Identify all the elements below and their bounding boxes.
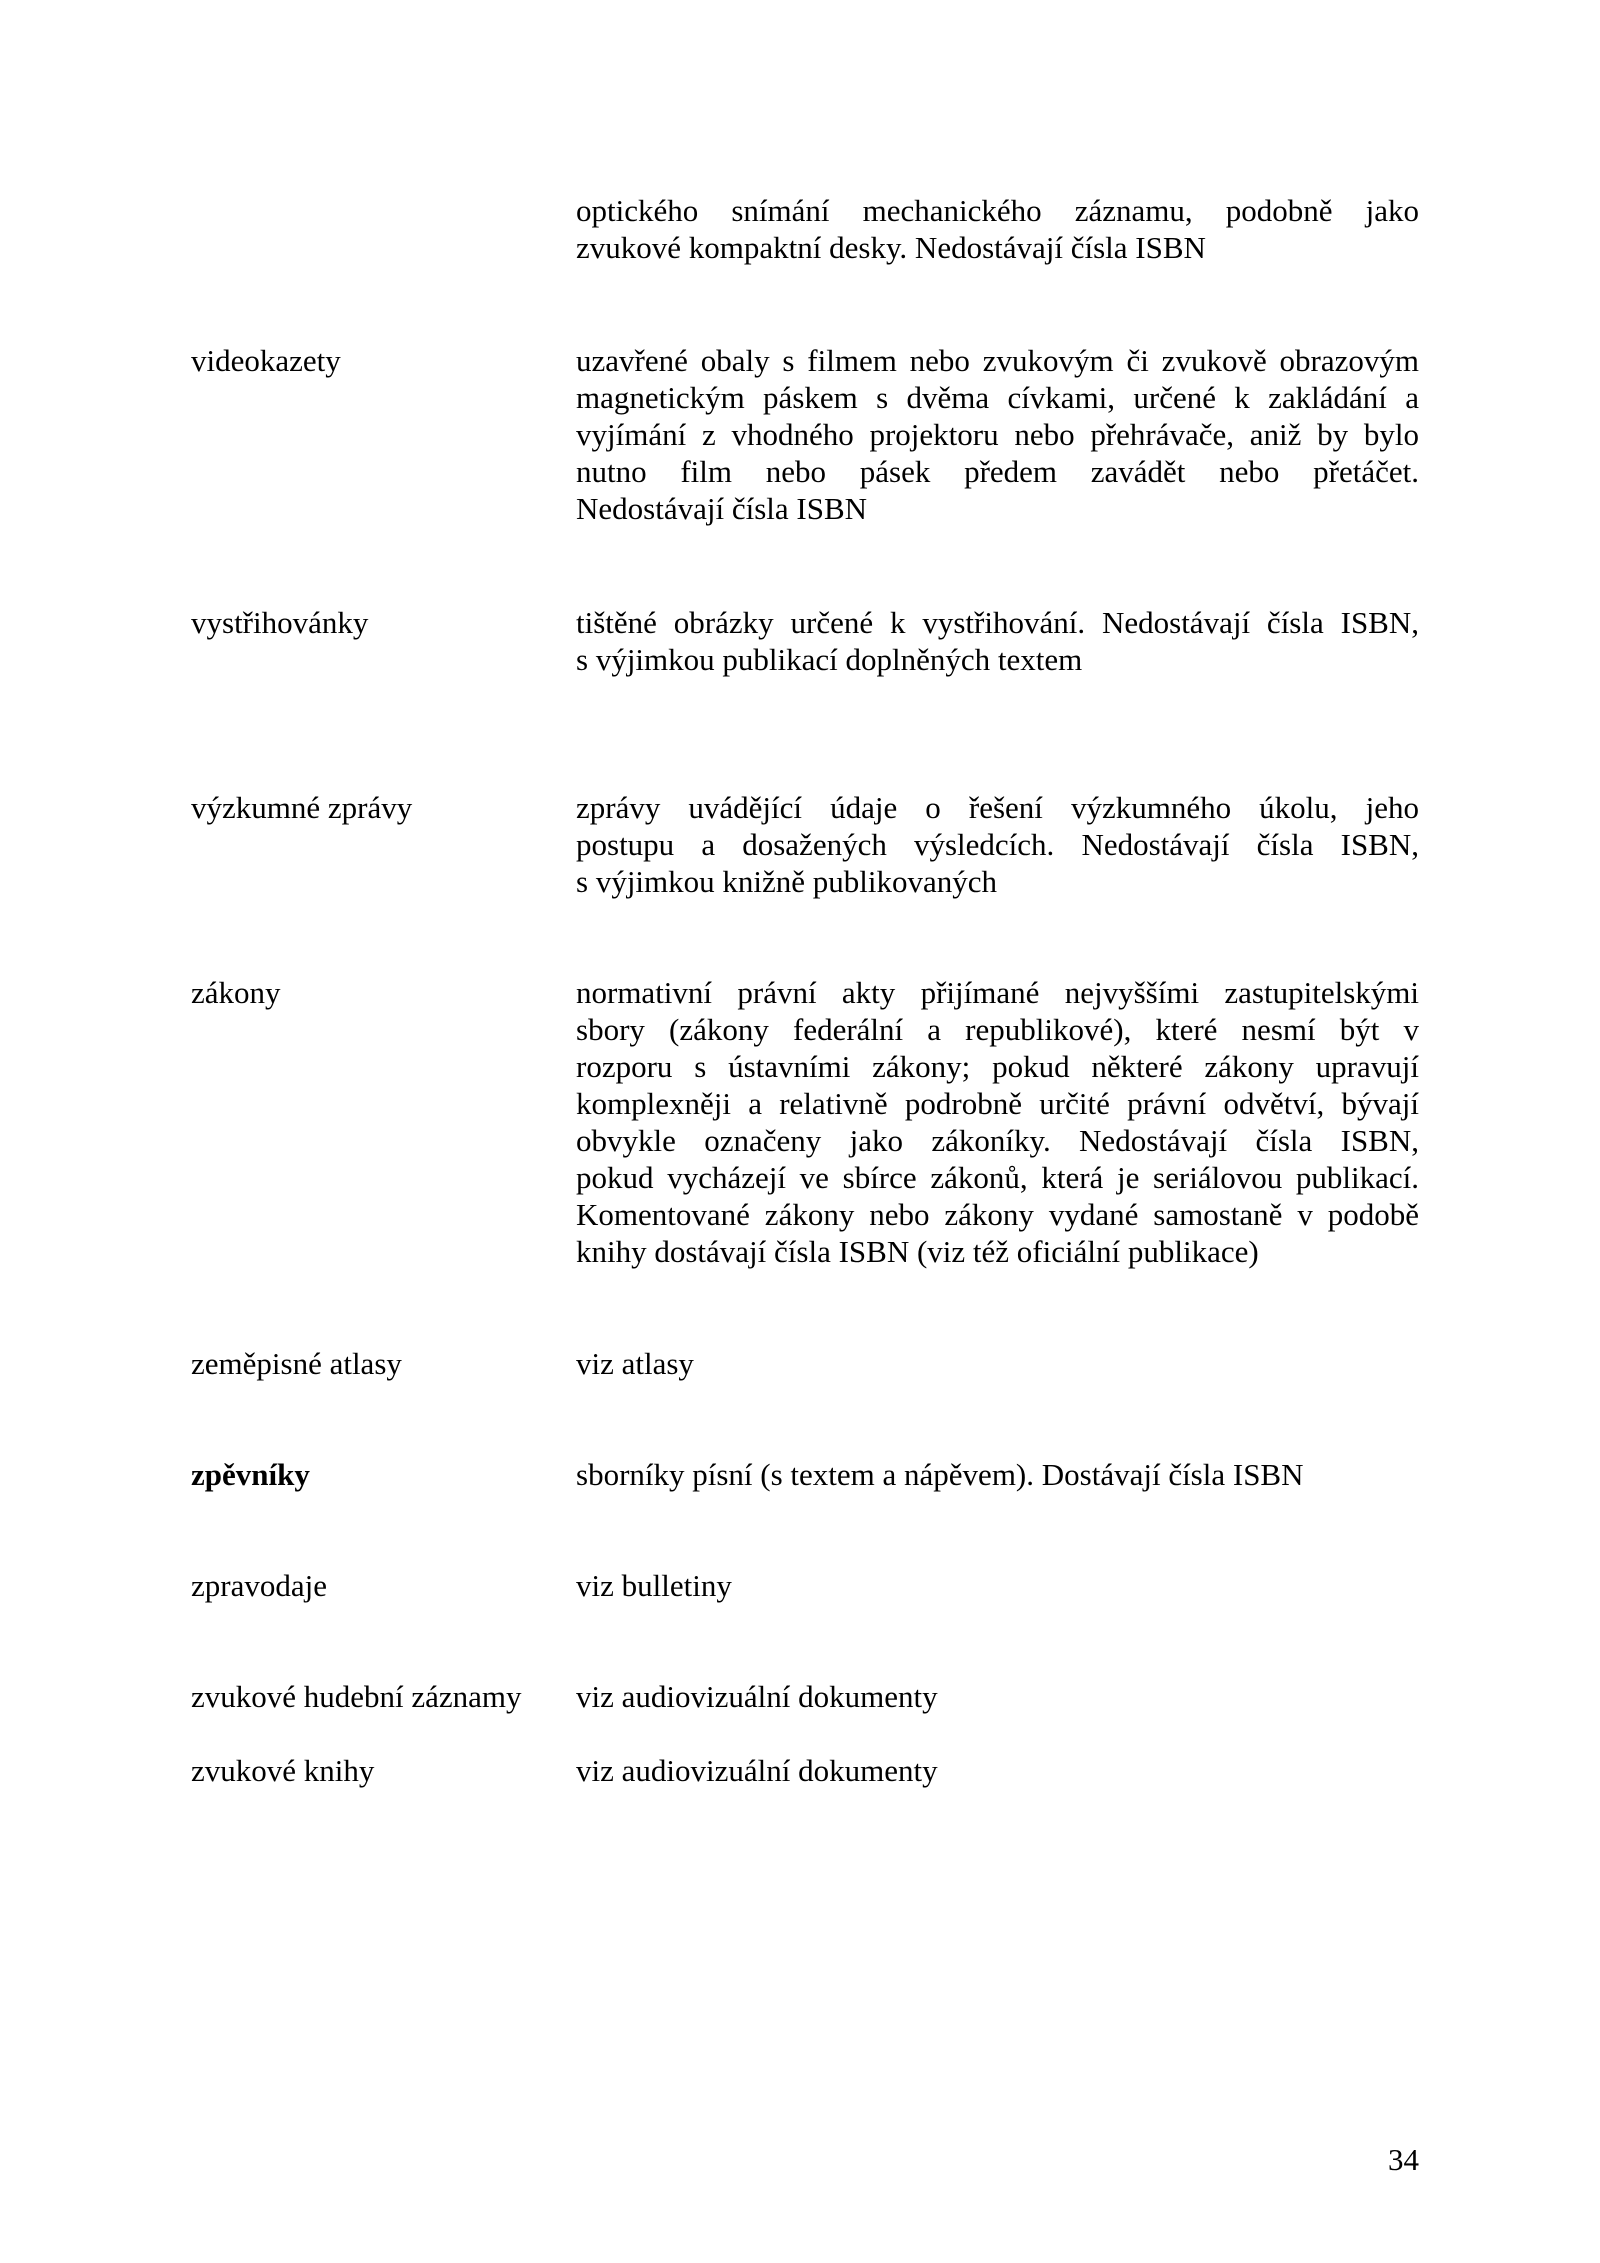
entry-definition	[576, 1345, 1419, 1382]
definition-line: rozporu s ústavními zákony; pokud některé zákony upravují	[576, 1049, 1419, 1084]
entry-definition	[576, 342, 1419, 527]
definition-line: viz audiovizuální dokumenty	[576, 1753, 938, 1788]
definition-line: pokud vycházejí ve sbírce zákonů, která je seriálovou publikací.	[576, 1160, 1419, 1195]
definition-line: postupu a dosažených výsledcích. Nedostávají čísla ISBN,	[576, 827, 1419, 862]
definition-line: Nedostávají čísla ISBN	[576, 491, 868, 526]
definition-line: sborníky písní (s textem a nápěvem). Dostávají čísla ISBN	[576, 1457, 1304, 1492]
definition-line: sbory (zákony federální a republikové), které nesmí být v	[576, 1012, 1419, 1047]
definition-line: viz bulletiny	[576, 1568, 732, 1603]
entry-definition	[576, 789, 1419, 900]
entry-definition	[576, 1752, 1419, 1789]
definition-line: s výjimkou publikací doplněných textem	[576, 642, 1083, 677]
entry-definition	[576, 974, 1419, 1270]
definition-line: nutno film nebo pásek předem zavádět nebo přetáčet.	[576, 454, 1419, 489]
definition-line: vyjímání z vhodného projektoru nebo přehrávače, aniž by bylo	[576, 417, 1419, 452]
entry-term: zpěvníky	[191, 1457, 310, 1492]
entry-term: výzkumné zprávy	[191, 790, 413, 825]
entry-term: videokazety	[191, 343, 341, 378]
definition-line: normativní právní akty přijímané nejvyššími zastupitelskými	[576, 975, 1419, 1010]
definition-line: knihy dostávají čísla ISBN (viz též oficiální publikace)	[576, 1234, 1259, 1269]
definition-line: zprávy uvádějící údaje o řešení výzkumného úkolu, jeho	[576, 790, 1419, 825]
entry-term: zeměpisné atlasy	[191, 1346, 402, 1381]
definition-line: viz audiovizuální dokumenty	[576, 1679, 938, 1714]
entry-definition	[576, 604, 1419, 678]
definition-line: uzavřené obaly s filmem nebo zvukovým či zvukově obrazovým	[576, 343, 1419, 378]
entry-definition	[576, 1456, 1419, 1493]
entry-term: vystřihovánky	[191, 605, 369, 640]
entry-definition	[576, 1678, 1419, 1715]
definition-line: obvykle označeny jako zákoníky. Nedostávají čísla ISBN,	[576, 1123, 1419, 1158]
entry-definition	[576, 1567, 1419, 1604]
definition-line: s výjimkou knižně publikovaných	[576, 864, 998, 899]
page-number: 34	[1388, 2142, 1419, 2177]
entry-term: zpravodaje	[191, 1568, 327, 1603]
definition-line: Komentované zákony nebo zákony vydané samostaně v podobě	[576, 1197, 1419, 1232]
definition-line: komplexněji a relativně podrobně určité právní odvětví, bývají	[576, 1086, 1419, 1121]
entry-term: zvukové knihy	[191, 1753, 375, 1788]
definition-line: tištěné obrázky určené k vystřihování. Nedostávají čísla ISBN,	[576, 605, 1419, 640]
entry-term: zvukové hudební záznamy	[191, 1679, 522, 1714]
definition-line: zvukové kompaktní desky. Nedostávají čísla ISBN	[576, 230, 1206, 265]
definition-line: viz atlasy	[576, 1346, 694, 1381]
entry-definition	[576, 192, 1419, 266]
definition-line: optického snímání mechanického záznamu, podobně jako	[576, 193, 1419, 228]
definition-line: magnetickým páskem s dvěma cívkami, určené k zakládání a	[576, 380, 1419, 415]
entry-term: zákony	[191, 975, 281, 1010]
